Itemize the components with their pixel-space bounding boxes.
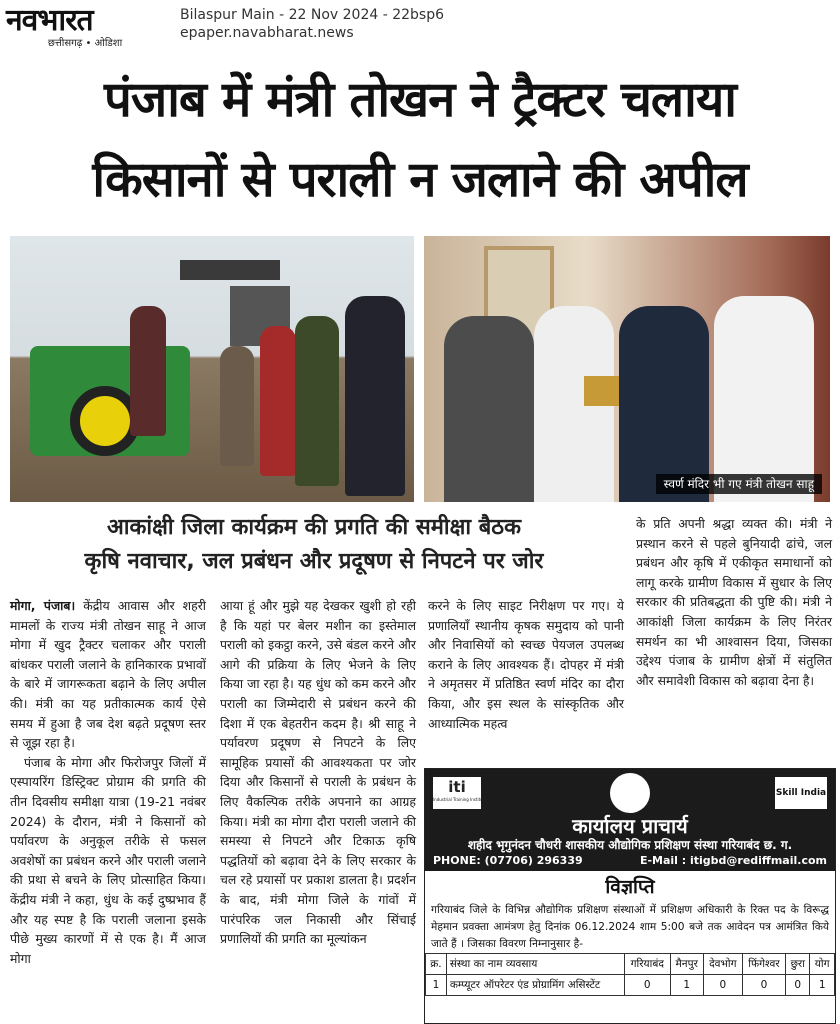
- ad-subtitle: शहीद भृगुनंदन चौधरी शासकीय औद्योगिक प्रशिक्षण संस्था गरियाबंद छ. ग.: [467, 838, 793, 852]
- article-column-4: [636, 514, 832, 690]
- emblem-icon: [610, 773, 650, 813]
- table-header: क्र.: [426, 954, 447, 975]
- newspaper-logo[interactable]: [6, 4, 164, 52]
- article-paragraph: आया हूं और मुझे यह देखकर खुशी हो रही है कि यहां पर बेलर मशीन का इस्तेमाल पराली को इकट्ठा करने, उसे बंडल करने और आगे की प्रक्रिया के लिए भेजने के लिए किया जा रहा है। यह धुंध को कम करने और पराली का जिम्मेदारी से प्रबंधन करने की दिशा में एक बेहतरीन कदम है। श्री साहू ने पर्यावरण प्रदूषण से निपटने के लिए सामूहिक प्रयासों की आवश्यकता पर जोर दिया और किसानों से पराली के प्रबंधन के लिए वैकल्पिक तरीके अपनाने का आग्रह किया। मंत्री का मोगा दौरा पराली जलाने की समस्या से निपटने और टिकाऊ कृषि पद्धतियों को बढ़ावा देने के लिए सरकार के चल रहे प्रयासों पर प्रकाश डालता है। प्रदर्शन के बाद, मंत्री मोगा जिले के गांवों में पारंपरिक जल निकासी और सिंचाई प्रणालियों की प्रगति का मूल्यांकन: [220, 598, 416, 947]
- table-header: गरियाबंद: [624, 954, 670, 975]
- subheadline-1: आकांक्षी जिला कार्यक्रम की प्रगति की समीक्षा बैठक: [107, 515, 521, 540]
- table-cell: कम्प्यूटर ऑपरेटर एंड प्रोग्रामिंग असिस्टेंट: [446, 975, 624, 996]
- photo-caption: स्वर्ण मंदिर भी गए मंत्री तोखन साहू: [656, 474, 822, 494]
- table-cell: 0: [786, 975, 810, 996]
- article-paragraph: पंजाब के मोगा और फिरोजपुर जिलों में एस्पायरिंग डिस्ट्रिक्ट प्रोग्राम की प्रगति की तीन दिवसीय समीक्षा यात्रा (19-21 नवंबर 2024) के दौरान, मंत्री ने किसानों को पर्यावरण के अनुकूल तरीके से फसल अवशेषों का प्रबंधन करने और पराली जलाने की प्रथा से बचने के लिए प्रोत्साहित किया। केंद्रीय मंत्री ने कहा, धुंध के कई दुष्प्रभाव हैं और यह स्पष्ट है कि पराली जलाना इसके पीछे मुख्य कारणों में से एक है। मैं आज मोगा: [10, 754, 206, 966]
- ad-heading: विज्ञप्ति: [605, 876, 655, 898]
- skill-india-logo: Skill India: [775, 777, 827, 809]
- ad-header: [425, 769, 835, 871]
- logo-subtitle: छत्तीसगढ़ • ओडिशा: [47, 38, 123, 49]
- headline-line-2: किसानों से पराली न जलाने की अपील: [92, 151, 748, 208]
- logo-text: नवभारत: [6, 3, 93, 38]
- iti-logo-subtext: Industrial Training Institute: [433, 797, 487, 802]
- table-cell: 0: [703, 975, 742, 996]
- golden-temple-photo[interactable]: [424, 236, 830, 502]
- article-column-2: [220, 596, 416, 949]
- table-header: देवभोग: [703, 954, 742, 975]
- table-header: फिंगेश्वर: [742, 954, 785, 975]
- ad-phone: PHONE: (07706) 296339: [433, 854, 583, 867]
- article-paragraph: करने के लिए साइट निरीक्षण पर गए। ये प्रणालियाँ स्थानीय कृषक समुदाय को पानी और निवासियों को स्वच्छ पेयजल उपलब्ध कराने के लिए आवश्यक हैं। दोपहर में मंत्री ने अमृतसर में प्रतिष्ठित स्वर्ण मंदिर का दौरा किया, और इस स्थल के सांस्कृतिक और आध्यात्मिक महत्व: [428, 598, 624, 731]
- table-header: संस्था का नाम व्यवसाय: [446, 954, 624, 975]
- table-cell: 1: [426, 975, 447, 996]
- headline-line-1: पंजाब में मंत्री तोखन ने ट्रैक्टर चलाया: [104, 71, 736, 128]
- article-paragraph: [10, 596, 206, 753]
- iti-advertisement[interactable]: [424, 768, 836, 1024]
- table-cell: 0: [624, 975, 670, 996]
- table-header: मैनपुर: [670, 954, 703, 975]
- edition-date: Bilaspur Main - 22 Nov 2024 - 22bsp6: [180, 7, 445, 23]
- masthead: [0, 0, 840, 58]
- ad-title: कार्यालय प्राचार्य: [572, 814, 688, 838]
- paragraph-text: केंद्रीय आवास और शहरी मामलों के राज्य मंत्री तोखन साहू ने आज मोगा में खुद ट्रैक्टर चलाकर और पराली बांधकर पराली जलाने के हानिकारक प्रभावों के बारे में जागरूकता बढ़ाने के लिए अपील की। मंत्री का यह प्रतीकात्मक कार्य ऐसे समय में हुआ है जब देश बढ़ते प्रदूषण स्तर से जूझ रहा है।: [10, 598, 206, 751]
- epaper-site[interactable]: epaper.navabharat.news: [180, 25, 354, 41]
- subheadline-2: कृषि नवाचार, जल प्रबंधन और प्रदूषण से निपटने पर जोर: [84, 549, 544, 574]
- table-header: छुरा: [786, 954, 810, 975]
- article-paragraph: के प्रति अपनी श्रद्धा व्यक्त की। मंत्री ने प्रस्थान करने से पहले बुनियादी ढांचे, जल प्रबंधन और कृषि में एकीकृत समाधानों को लागू करके ग्रामीण विकास में सुधार के लिए सरकार की प्रतिबद्धता की पुष्टि की। मंत्री ने आकांक्षी जिला कार्यक्रम के लिए निरंतर समर्थन का भी आश्वासन दिया, जिसका उद्देश्य पंजाब के ग्रामीण क्षेत्रों में संतुलित और समावेशी विकास को बढ़ावा देना है।: [636, 516, 832, 688]
- table-header-row: [426, 954, 835, 975]
- edition-info: [180, 6, 444, 42]
- iti-logo-text: iti: [448, 778, 466, 796]
- iti-logo: [433, 777, 487, 809]
- table-cell: 1: [810, 975, 835, 996]
- ad-email[interactable]: E-Mail : itigbd@rediffmail.com: [639, 854, 827, 867]
- vacancy-table: [425, 953, 835, 996]
- table-header: योग: [810, 954, 835, 975]
- dateline: मोगा, पंजाब।: [10, 598, 76, 613]
- ad-notice-text: गरियाबंद जिले के विभिन्न औद्योगिक प्रशिक्षण संस्थाओं में प्रशिक्षण अधिकारी के रिक्त पद के विरूद्ध मेहमान प्रवक्ता आमंत्रण हेतु दिनांक 06.12.2024 शाम 5:00 बजे तक आवेदन पत्र आमंत्रित किये जाते हैं । जिसका विवरण निम्नानुसार है-: [431, 904, 829, 950]
- article-column-1: [10, 596, 206, 968]
- table-row: [426, 975, 835, 996]
- tractor-photo[interactable]: [10, 236, 414, 502]
- table-cell: 0: [742, 975, 785, 996]
- article-column-3: [428, 596, 624, 733]
- table-cell: 1: [670, 975, 703, 996]
